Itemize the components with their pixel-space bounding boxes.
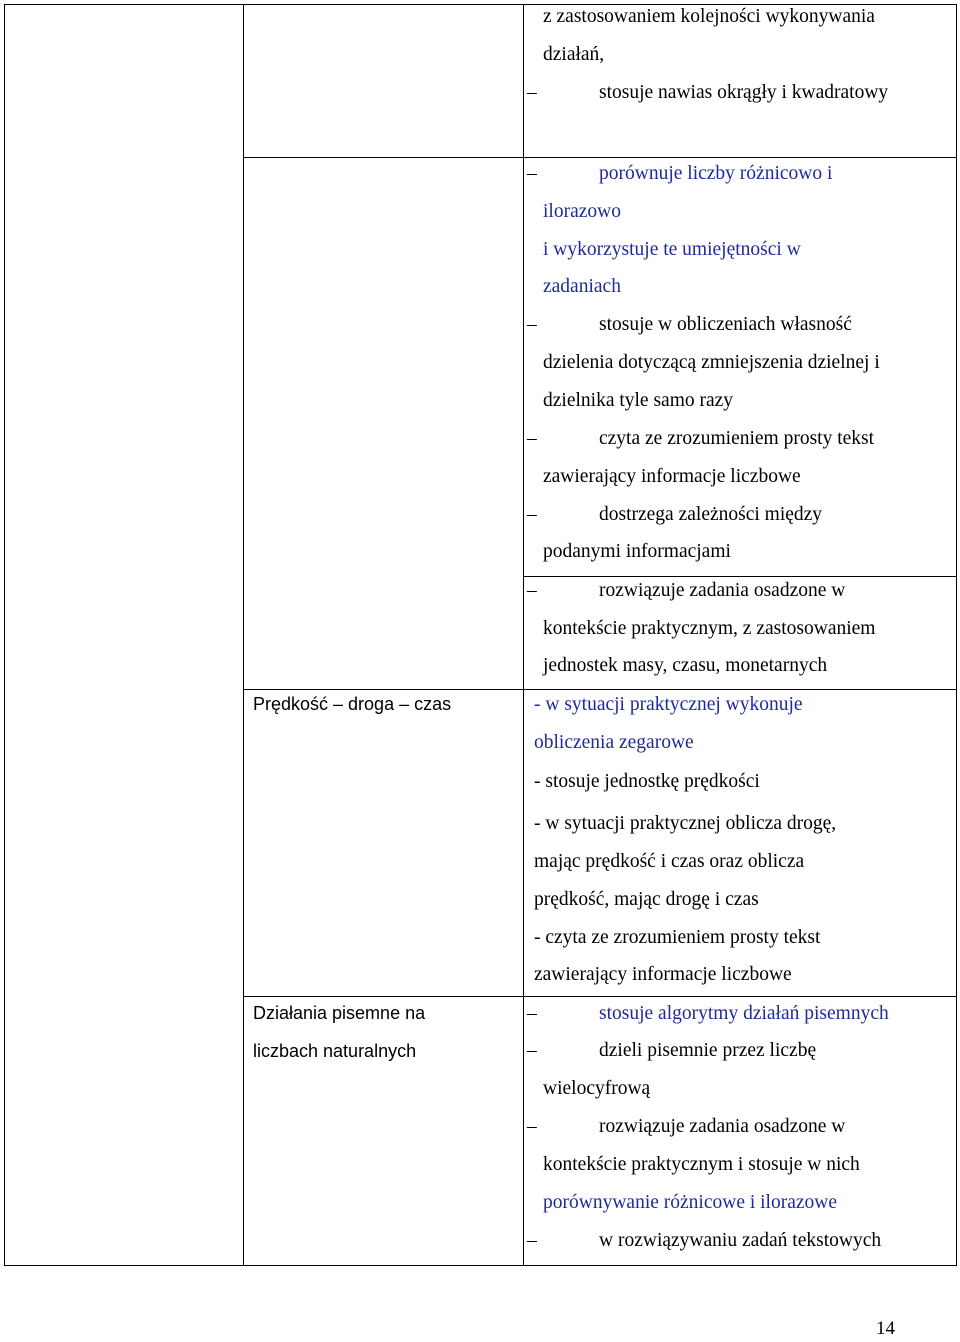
cell-text: zawierający informacje liczbowe [543,466,801,487]
cell-text: obliczenia zegarowe [534,732,694,753]
cell-text: dzielnika tyle samo razy [543,390,734,411]
dash-bullet: – [527,1040,537,1061]
cell-text: - stosuje jednostkę prędkości [534,771,760,792]
cell-text: rozwiązuje zadania osadzone w [599,580,846,601]
cell-text: zawierający informacje liczbowe [534,964,792,985]
cell-text: zadaniach [543,276,621,297]
dash-bullet: – [527,504,537,525]
cell-text: - czyta ze zrozumieniem prosty tekst [534,927,821,948]
cell-text: stosuje algorytmy działań pisemnych [599,1003,889,1024]
cell-text: - w sytuacji praktycznej oblicza drogę, [534,813,837,834]
cell-text: porównywanie różnicowe i ilorazowe [543,1192,838,1213]
topic-label: Działania pisemne na [253,1003,426,1023]
dash-bullet: – [527,163,537,184]
cell-text: prędkość, mając drogę i czas [534,889,759,910]
cell-text: mając prędkość i czas oraz oblicza [534,851,805,872]
column-divider-2 [523,4,524,1266]
cell-text: - w sytuacji praktycznej wykonuje [534,694,803,715]
cell-text: wielocyfrową [543,1078,651,1099]
topic-label: liczbach naturalnych [253,1041,417,1061]
cell-text: rozwiązuje zadania osadzone w [599,1116,846,1137]
cell-text: działań, [543,44,605,65]
page-number: 14 [876,1318,895,1339]
cell-text: dzielenia dotyczącą zmniejszenia dzielnej i [543,352,880,373]
cell-text: jednostek masy, czasu, monetarnych [543,655,828,676]
dash-bullet: – [527,1116,537,1137]
cell-text: stosuje w obliczeniach własność [599,314,852,335]
cell-text: dostrzega zależności między [599,504,823,525]
dash-bullet: – [527,428,537,449]
cell-text: i wykorzystuje te umiejętności w [543,239,801,260]
cell-text: porównuje liczby różnicowo i [599,163,833,184]
cell-text: czyta ze zrozumieniem prosty tekst [599,428,875,449]
cell-text: dzieli pisemnie przez liczbę [599,1040,817,1061]
dash-bullet: – [527,1003,537,1024]
cell-text: ilorazowo [543,201,621,222]
topic-label: Prędkość – droga – czas [253,694,452,714]
cell-text: podanymi informacjami [543,541,731,562]
dash-bullet: – [527,1230,537,1251]
dash-bullet: – [527,580,537,601]
cell-text: kontekście praktycznym i stosuje w nich [543,1154,860,1175]
dash-bullet: – [527,82,537,103]
cell-text: kontekście praktycznym, z zastosowaniem [543,618,876,639]
cell-text: stosuje nawias okrągły i kwadratowy [599,82,889,103]
column-divider-1 [243,4,244,1266]
cell-text: z zastosowaniem kolejności wykonywania [543,6,875,27]
cell-text: w rozwiązywaniu zadań tekstowych [599,1230,882,1251]
dash-bullet: – [527,314,537,335]
